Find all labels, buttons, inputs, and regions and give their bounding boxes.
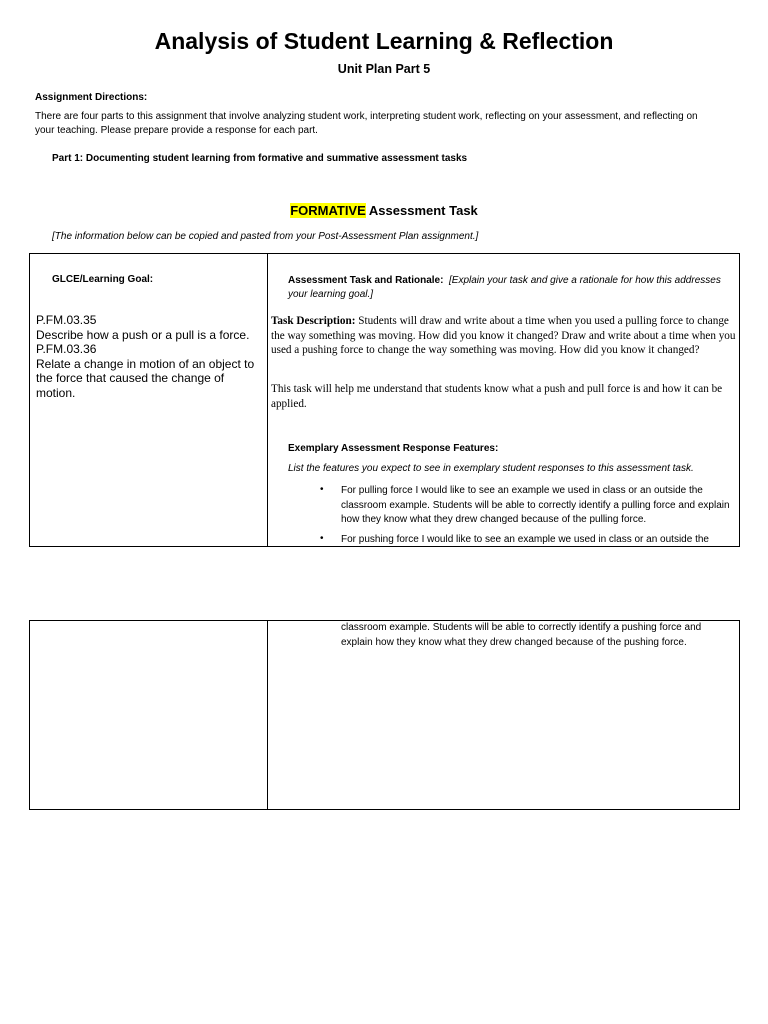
exemplary-heading: Exemplary Assessment Response Features: bbox=[288, 443, 499, 454]
column-divider bbox=[267, 621, 268, 809]
column-divider bbox=[267, 254, 268, 546]
exemplary-bullet-pushing-continued: classroom example. Students will be able to correctly identify a pushing force and explain how they know what they drew changed because of the pushing force. bbox=[341, 622, 702, 648]
exemplary-subheading: List the features you expect to see in exemplary student responses to this assessment task. bbox=[288, 463, 694, 474]
task-description-label: Task Description: bbox=[271, 315, 356, 327]
directions-body: There are four parts to this assignment that involve analyzing student work, interpreting student work, reflecting on your assessment, and reflecting on your teaching. Please prepare provide a response for each part. bbox=[35, 111, 698, 136]
task-description-text: Students will draw and write about a time when you used a pulling force to change the way something was moving. How did you know it changed? Draw and write about a time when you used a pushing force to change the way something was moving. How did you know it changed? bbox=[271, 315, 736, 356]
page-title: Analysis of Student Learning & Reflection bbox=[154, 28, 614, 54]
task-rationale-note: [Explain your task and give a rationale for how this addresses your learning goal.] bbox=[288, 275, 721, 300]
exemplary-bullet-pushing: For pushing force I would like to see an example we used in class or an outside the bbox=[341, 534, 709, 545]
task-rationale-text: This task will help me understand that students know what a push and pull force is and how it can be applied. bbox=[271, 383, 723, 410]
directions-heading: Assignment Directions: bbox=[35, 92, 148, 103]
task-rationale-title: Assessment Task and Rationale: bbox=[288, 275, 444, 286]
formative-title-rest: Assessment Task bbox=[365, 203, 478, 218]
bullet-icon: • bbox=[320, 484, 324, 495]
part1-heading: Part 1: Documenting student learning from formative and summative assessment tasks bbox=[52, 153, 468, 164]
goal-code-1: P.FM.03.35 bbox=[36, 313, 97, 327]
task-rationale-label bbox=[288, 274, 728, 302]
copy-note: [The information below can be copied and pasted from your Post-Assessment Plan assignment.] bbox=[52, 231, 479, 242]
goal-code-2: P.FM.03.36 bbox=[36, 342, 97, 356]
exemplary-bullet-pulling: For pulling force I would like to see an example we used in class or an outside the classroom example. Students will be able to correctly identify a pulling force and explain how they know what they drew changed because of the pulling force. bbox=[341, 485, 730, 525]
assessment-table bbox=[29, 253, 740, 547]
task-description bbox=[271, 314, 737, 358]
formative-highlight: FORMATIVE bbox=[290, 203, 366, 218]
goal-text-1: Describe how a push or a pull is a force. bbox=[36, 327, 250, 342]
bullet-icon: • bbox=[320, 533, 324, 544]
assessment-table-continued bbox=[29, 620, 740, 810]
glce-label: GLCE/Learning Goal: bbox=[52, 274, 154, 285]
formative-title bbox=[0, 203, 768, 218]
goal-text-2: Relate a change in motion of an object to the force that caused the change of motion. bbox=[36, 356, 255, 400]
page-subtitle: Unit Plan Part 5 bbox=[337, 62, 431, 76]
learning-goals bbox=[36, 313, 261, 400]
